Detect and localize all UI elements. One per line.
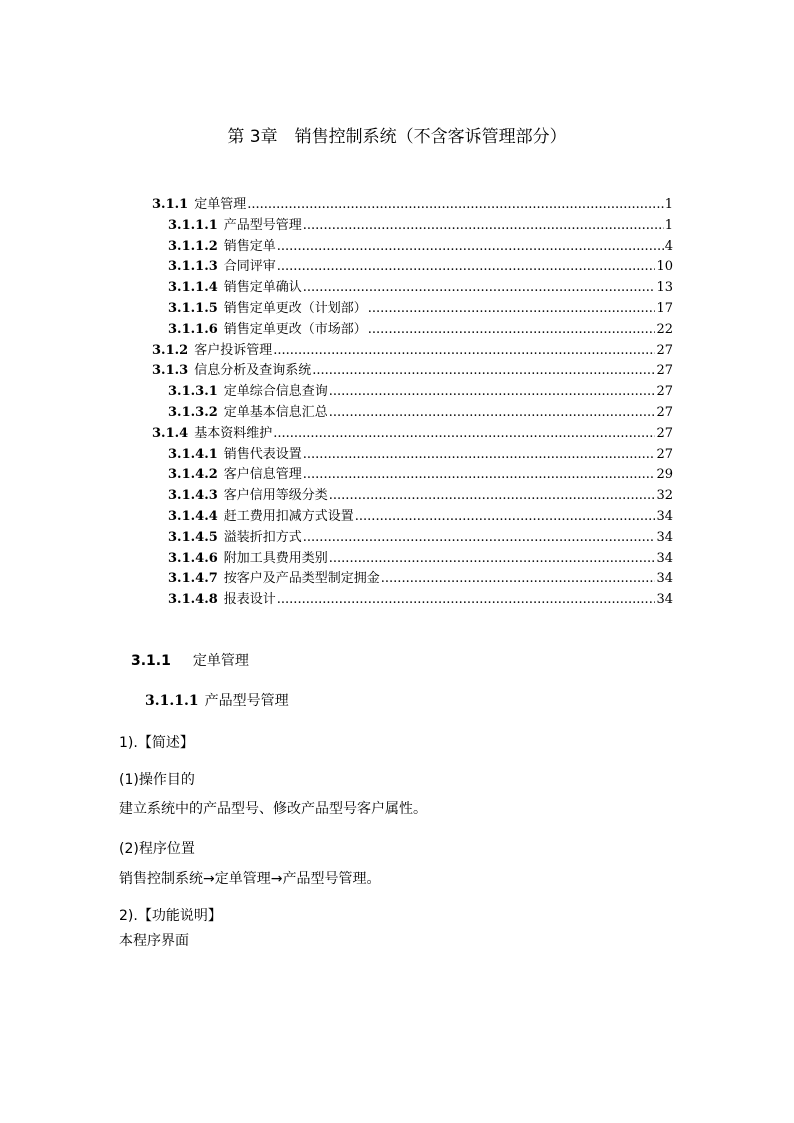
toc-entry-page: 1	[664, 197, 673, 212]
toc-entry[interactable]	[152, 590, 673, 611]
toc-dot-leader	[277, 257, 656, 278]
toc-dot-leader	[277, 237, 664, 258]
toc-entry[interactable]	[152, 195, 673, 216]
toc-entry-title: 客户信息管理	[223, 467, 302, 483]
toc-dot-leader	[329, 549, 656, 570]
toc-dot-leader	[277, 590, 656, 611]
purpose-text: 建立系统中的产品型号、修改产品型号客户属性。	[119, 801, 427, 817]
toc-entry-page: 27	[656, 404, 673, 420]
toc-entry-page: 10	[656, 259, 673, 275]
toc-entry[interactable]	[152, 528, 673, 549]
toc-entry-number: 3.1.4.2	[168, 467, 218, 483]
toc-entry[interactable]	[152, 278, 673, 299]
toc-dot-leader	[303, 216, 664, 237]
toc-dot-leader	[312, 361, 655, 382]
toc-entry[interactable]	[152, 237, 673, 258]
toc-entry-number: 3.1.1.2	[168, 238, 218, 254]
toc-entry-page: 32	[656, 488, 673, 504]
location-heading: (2)程序位置	[119, 841, 195, 857]
toc-entry-number: 3.1.4.1	[168, 446, 218, 462]
toc-entry-number: 3.1.4.4	[168, 508, 218, 524]
toc-entry-number: 3.1.4.3	[168, 488, 218, 504]
toc-entry-title: 客户信用等级分类	[223, 488, 328, 504]
toc-dot-leader	[355, 507, 656, 528]
toc-entry-page: 22	[656, 321, 673, 337]
toc-entry[interactable]	[152, 465, 673, 486]
toc-entry[interactable]	[152, 424, 673, 445]
subsection-title: 产品型号管理	[204, 693, 289, 709]
toc-entry[interactable]	[152, 403, 673, 424]
toc-entry[interactable]	[152, 341, 673, 362]
toc-dot-leader	[329, 382, 656, 403]
toc-entry-number: 3.1.1.6	[168, 321, 218, 337]
toc-entry-title: 基本资料维护	[194, 425, 273, 441]
subsection-number: 3.1.1.1	[145, 693, 199, 709]
toc-entry-title: 定单基本信息汇总	[223, 404, 328, 420]
toc-entry[interactable]	[152, 549, 673, 570]
toc-entry-page: 1	[664, 217, 673, 233]
toc-entry-title: 定单管理	[194, 197, 247, 212]
toc-entry-title: 按客户及产品类型制定拥金	[223, 571, 380, 587]
toc-entry-title: 溢装折扣方式	[223, 529, 302, 545]
toc-entry[interactable]	[152, 361, 673, 382]
toc-dot-leader	[247, 195, 664, 216]
toc-dot-leader	[368, 299, 656, 320]
toc-entry[interactable]	[152, 486, 673, 507]
toc-dot-leader	[329, 403, 656, 424]
toc-entry-page: 27	[656, 342, 673, 358]
toc-entry-number: 3.1.3.2	[168, 404, 218, 420]
section-number: 3.1.1	[131, 653, 171, 669]
toc-entry-title: 报表设计	[223, 592, 276, 608]
function-heading: 2).【功能说明】	[119, 908, 222, 924]
toc-entry-number: 3.1.4.7	[168, 571, 218, 587]
toc-entry-page: 34	[656, 550, 673, 566]
toc-entry-title: 附加工具费用类别	[223, 550, 328, 566]
toc-entry-number: 3.1.4.6	[168, 550, 218, 566]
toc-entry-number: 3.1.1.5	[168, 300, 218, 316]
section-heading	[131, 650, 249, 670]
section-title: 定单管理	[192, 653, 249, 669]
toc-entry-page: 34	[656, 529, 673, 545]
toc-entry[interactable]	[152, 216, 673, 237]
toc-entry-page: 27	[656, 363, 673, 379]
toc-dot-leader	[381, 569, 656, 590]
toc-entry-title: 销售定单更改（计划部）	[223, 300, 367, 316]
toc-entry-title: 信息分析及查询系统	[194, 363, 312, 379]
toc-entry-title: 客户投诉管理	[194, 342, 273, 358]
toc-entry-number: 3.1.4.5	[168, 529, 218, 545]
toc-entry-number: 3.1.1	[152, 197, 189, 212]
toc-entry-page: 13	[656, 280, 673, 296]
toc-entry[interactable]	[152, 257, 673, 278]
interface-text: 本程序界面	[119, 933, 189, 949]
toc-entry-title: 销售定单	[223, 238, 276, 254]
toc-dot-leader	[303, 445, 656, 466]
toc-dot-leader	[368, 320, 656, 341]
toc-entry[interactable]	[152, 299, 673, 320]
location-text: 销售控制系统→定单管理→产品型号管理。	[119, 871, 381, 887]
toc-entry[interactable]	[152, 320, 673, 341]
toc-entry-number: 3.1.1.3	[168, 259, 218, 275]
chapter-title: 第 3章 销售控制系统（不含客诉管理部分）	[227, 127, 567, 147]
toc-entry-number: 3.1.1.4	[168, 280, 218, 296]
toc-entry-page: 27	[656, 425, 673, 441]
toc-entry-number: 3.1.2	[152, 342, 189, 358]
toc-entry-title: 赶工费用扣减方式设置	[223, 508, 354, 524]
toc-entry-page: 4	[664, 238, 673, 254]
toc-entry-number: 3.1.3	[152, 363, 189, 379]
toc-entry-title: 销售定单更改（市场部）	[223, 321, 367, 337]
toc-entry-title: 产品型号管理	[223, 217, 302, 233]
toc-entry-page: 27	[656, 384, 673, 400]
toc-entry-number: 3.1.4.8	[168, 592, 218, 608]
toc-dot-leader	[273, 424, 655, 445]
toc-dot-leader	[303, 465, 656, 486]
subsection-heading	[145, 690, 289, 710]
toc-entry-title: 定单综合信息查询	[223, 384, 328, 400]
toc-entry-page: 34	[656, 571, 673, 587]
toc-entry-page: 34	[656, 592, 673, 608]
toc-entry-title: 合同评审	[223, 259, 276, 275]
toc-dot-leader	[303, 528, 656, 549]
purpose-heading: (1)操作目的	[119, 772, 195, 788]
toc-dot-leader	[303, 278, 656, 299]
toc-dot-leader	[273, 341, 655, 362]
toc-entry-page: 29	[656, 467, 673, 483]
toc-dot-leader	[329, 486, 656, 507]
toc-entry-page: 34	[656, 508, 673, 524]
toc-entry-title: 销售定单确认	[223, 280, 302, 296]
toc-entry-number: 3.1.4	[152, 425, 189, 441]
toc-entry[interactable]	[152, 445, 673, 466]
toc-entry-page: 27	[656, 446, 673, 462]
toc-entry-number: 3.1.1.1	[168, 217, 218, 233]
toc-entry-page: 17	[656, 300, 673, 316]
toc-entry-number: 3.1.3.1	[168, 384, 218, 400]
toc-entry[interactable]	[152, 569, 673, 590]
toc-entry[interactable]	[152, 382, 673, 403]
toc-entry[interactable]	[152, 507, 673, 528]
table-of-contents	[152, 195, 673, 611]
summary-heading: 1).【简述】	[119, 735, 194, 751]
toc-entry-title: 销售代表设置	[223, 446, 302, 462]
